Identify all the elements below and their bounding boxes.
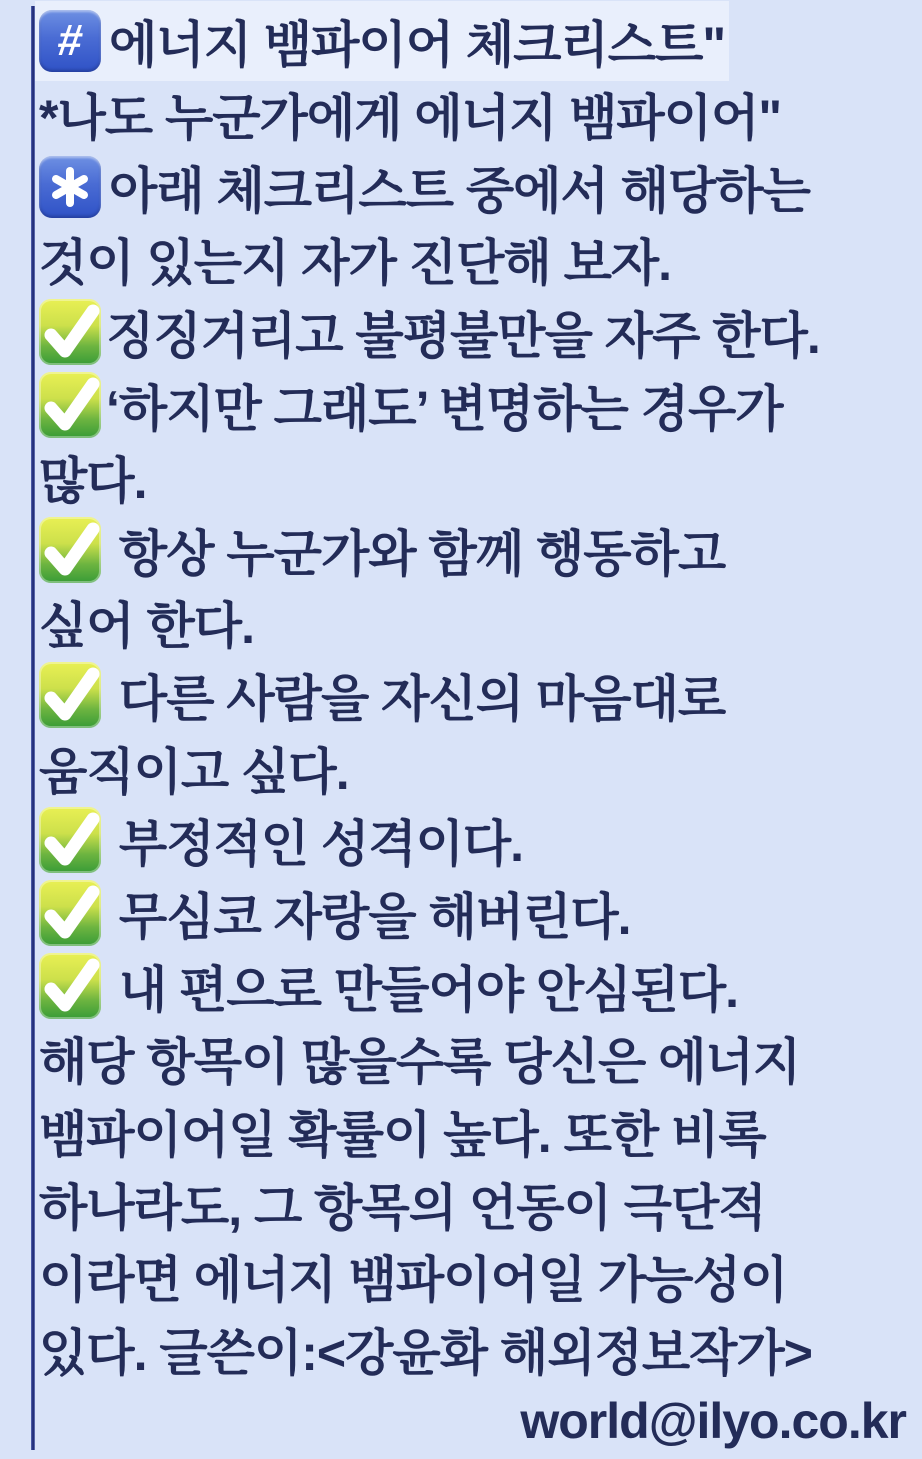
line-text: 부정적인 성격이다. — [106, 816, 524, 873]
line-content — [39, 369, 783, 441]
text-line — [39, 1240, 922, 1313]
line-text: ‘하지만 그래도’ 변명하는 경우가 — [106, 380, 783, 437]
text-line — [39, 1313, 922, 1386]
hash-glyph: # — [55, 16, 85, 66]
email-text: world@ilyo.co.kr — [520, 1393, 906, 1450]
line-content — [39, 1095, 766, 1167]
text-line — [39, 368, 922, 441]
text-lines — [39, 5, 922, 1458]
check-mark-icon — [39, 299, 101, 365]
line-content — [39, 804, 523, 876]
check-mark-icon — [39, 517, 101, 583]
text-line — [39, 731, 922, 804]
text-line — [39, 296, 922, 369]
check-mark-icon — [39, 880, 101, 946]
text-line — [39, 1167, 922, 1240]
line-content — [39, 1240, 787, 1312]
check-mark-icon — [39, 372, 101, 438]
line-text: 많다. — [39, 453, 147, 510]
line-text: 내 편으로 만들어야 안심된다. — [106, 961, 739, 1018]
line-content — [39, 151, 810, 223]
line-content — [39, 78, 781, 150]
hash-keycap-icon — [39, 10, 101, 72]
text-line — [39, 586, 922, 659]
line-content — [39, 5, 725, 77]
line-text: 아래 체크리스트 중에서 해당하는 — [109, 162, 810, 219]
line-content — [39, 586, 254, 658]
text-line — [39, 949, 922, 1022]
line-text: 징징거리고 불평불만을 자주 한다. — [106, 307, 820, 364]
line-content — [39, 1168, 766, 1240]
text-line — [39, 513, 922, 586]
line-content — [39, 514, 725, 586]
line-content — [39, 659, 725, 731]
line-content — [39, 877, 631, 949]
line-content — [39, 441, 147, 513]
line-text: *나도 누군가에게 에너지 뱀파이어" — [39, 89, 782, 146]
line-text: 이라면 에너지 뱀파이어일 가능성이 — [39, 1252, 788, 1309]
line-content — [39, 732, 349, 804]
line-text: 싶어 한다. — [39, 598, 254, 655]
text-line — [39, 5, 922, 78]
text-line — [39, 1022, 922, 1095]
email-line — [39, 1385, 922, 1458]
line-content — [39, 950, 738, 1022]
asterisk-keycap-icon — [39, 156, 101, 218]
text-line — [39, 659, 922, 732]
line-content — [39, 1022, 800, 1094]
line-text: 움직이고 싶다. — [39, 743, 349, 800]
text-line — [39, 877, 922, 950]
line-text: 하나라도, 그 항목의 언동이 극단적 — [39, 1179, 766, 1236]
line-text: 뱀파이어일 확률이 높다. 또한 비록 — [39, 1106, 766, 1163]
text-line — [39, 150, 922, 223]
text-line — [39, 804, 922, 877]
line-text: 다른 사람을 자신의 마음대로 — [106, 671, 726, 728]
text-line — [39, 441, 922, 514]
line-text: 에너지 뱀파이어 체크리스트" — [109, 17, 726, 74]
line-content — [39, 1313, 812, 1385]
check-mark-icon — [39, 807, 101, 873]
line-content — [520, 1392, 906, 1450]
line-text: 것이 있는지 자가 진단해 보자. — [39, 235, 672, 292]
text-line — [39, 223, 922, 296]
left-border-line — [31, 6, 35, 1450]
text-line — [39, 1095, 922, 1168]
text-line — [39, 78, 922, 151]
line-content — [39, 223, 671, 295]
line-text: 무심코 자랑을 해버린다. — [106, 889, 631, 945]
check-mark-icon — [39, 953, 101, 1019]
line-content — [39, 296, 820, 368]
line-text: 있다. 글쓴이:<강윤화 해외정보작가> — [39, 1324, 812, 1381]
check-mark-icon — [39, 662, 101, 728]
line-text: 항상 누군가와 함께 행동하고 — [106, 525, 726, 582]
line-text: 해당 항목이 많을수록 당신은 에너지 — [39, 1034, 801, 1091]
